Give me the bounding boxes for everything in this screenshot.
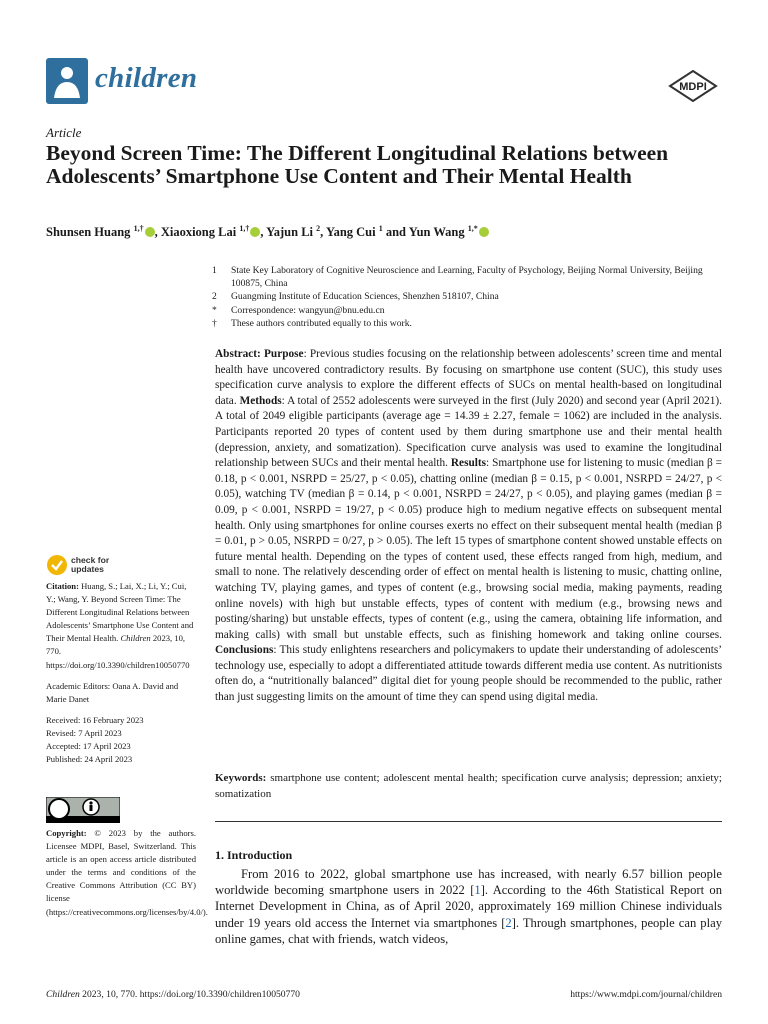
author-name: Yun Wang	[408, 225, 465, 240]
footer-journal: Children	[46, 989, 80, 1000]
purpose-label: Purpose	[264, 348, 304, 360]
orcid-icon[interactable]	[250, 227, 260, 237]
check-for-updates-badge[interactable]	[46, 556, 166, 576]
copyright-notice	[46, 827, 208, 919]
revised-date: Revised: 7 April 2023	[46, 727, 122, 738]
publisher-name: MDPI	[679, 81, 707, 93]
affiliation-item	[212, 304, 722, 317]
affiliation-text: These authors contributed equally to this work.	[231, 317, 412, 329]
orcid-icon[interactable]	[479, 227, 489, 237]
methods-label: Methods	[239, 394, 282, 407]
affiliation-mark: *	[212, 304, 217, 316]
author-affil-mark: 2	[316, 224, 321, 233]
author-name: Yang Cui	[325, 225, 376, 240]
affiliation-mark: †	[212, 317, 217, 329]
correspondence-email[interactable]: Correspondence: wangyun@bnu.edu.cn	[231, 304, 385, 316]
reference-link[interactable]: 1	[474, 883, 481, 898]
copyright-text: © 2023 by the authors. Licensee MDPI, Basel, Switzerland. This article is an open access article distributed under the terms and conditions of the Creative Commons Attribution (CC BY) license (https://creativecommons.org/licenses/by/4.0/).	[46, 828, 208, 917]
accepted-date: Accepted: 17 April 2023	[46, 741, 131, 752]
affiliation-text: Guangming Institute of Education Sciences, Shenzhen 518107, China	[231, 291, 499, 303]
abstract	[215, 347, 722, 706]
cc-by-license-icon[interactable]	[46, 797, 120, 823]
affiliation-text: State Key Laboratory of Cognitive Neuroscience and Learning, Faculty of Psychology, Beijing Normal University, Beijing 100875, China	[231, 265, 703, 290]
academic-editors: Academic Editors: Oana A. David and Marie Danet	[46, 680, 179, 704]
section-divider	[215, 821, 722, 822]
conclusions-text: : This study enlightens researchers and policymakers to update their understanding of adolescents’ technology use, especially to adopt a differentiated attitude towards different media use content. As nutritionists often do, a “nutritionally balanced” digital diet for young people should be recommended to the public, rather than just suggesting limits on the amount of time they can spend using digital media.	[215, 644, 722, 704]
author-name: Yajun Li	[266, 225, 314, 240]
author-name: Shunsen Huang	[46, 225, 131, 240]
author-affil-mark: 1,†	[133, 224, 144, 233]
sidebar-info	[46, 580, 196, 766]
mdpi-logo-icon	[668, 70, 718, 102]
check-updates-icon	[46, 554, 68, 576]
keywords-label: Keywords:	[215, 772, 267, 784]
citation-text: Huang, S.; Lai, X.; Li, Y.; Cui, Y.; Wang, Y. Beyond Screen Time: The Different Longitudinal Relations between Adolescents’ Smartphone Use Content and Their Mental Health.	[46, 581, 194, 644]
affiliation-mark: 2	[212, 291, 217, 303]
intro-text: ]. According to the 46th Statistical Report on Internet Development in China, as of April 2020, approximately 169 million Chinese individuals under 19 years old access the Internet via smartphones [	[215, 883, 723, 930]
abstract-label: Abstract:	[215, 348, 261, 360]
keywords-text: smartphone use content; adolescent mental health; specification curve analysis; depression; anxiety; somatization	[215, 772, 722, 800]
copyright-label: Copyright:	[46, 828, 87, 838]
author-name: Xiaoxiong Lai	[160, 225, 237, 240]
article-type: Article	[46, 125, 82, 140]
citation-doi[interactable]: 2023, 10, 770. https://doi.org/10.3390/children10050770	[46, 633, 190, 670]
conclusions-label: Conclusions	[215, 644, 274, 657]
affiliation-item	[212, 290, 722, 303]
author-affil-mark: 1,†	[239, 224, 250, 233]
results-text: : Smartphone use for listening to music (median β = 0.18, p < 0.001, NSRPD = 25/27, p < 0.05), chatting online (median β = 0.15, p < 0.001, NSRPD = 24/27, p < 0.05), watching TV (median β = 0.14, p < 0.001, NSRPD = 24/27, p < 0.05), and playing games (median β = 0.09, p < 0.001, NSRPD = 19/27, p < 0.05) produce high to medium negative effects on subsequent mental health. Only using smartphones for online courses exerts no effect on their subsequent mental health (median β = 0.01, p > 0.05, NSRPD = 0/27, p > 0.05). The left 15 types of smartphone content showed unstable effects on future mental health. Depending on the types of content used, these effects ranged from high, medium, and small to none. The relatively descending order of effect on mental health is listening to music, chatting online, watching TV, playing games, and types of content (e.g., browsing social media, making payments, reading online novels) with high but unstable effects, types of content with medium (e.g., browsing news and posting/sharing) but unstable effects, types of content (e.g., using the camera, obtaining life information, and making calls) with small but unstable effects, such as finishing homework and taking online courses.	[215, 457, 722, 641]
footer-citation	[46, 989, 300, 1000]
introduction-paragraph	[215, 866, 722, 947]
orcid-icon[interactable]	[145, 227, 155, 237]
keywords	[215, 771, 722, 802]
author-list: Shunsen Huang $^{1,\dagger}$ , Xiaoxiong Lai $^{1,\dagger}$ , Yajun Li $^2$, Yang Cui $^1$ and Yun Wang $^{1,*}$	[46, 224, 489, 240]
author-affil-mark: 1,*	[467, 224, 478, 233]
journal-name: children	[95, 62, 198, 94]
check-updates-label: check for updates	[71, 555, 110, 574]
received-date: Received: 16 February 2023	[46, 714, 144, 725]
citation-block	[46, 580, 196, 672]
footer-journal-url[interactable]: https://www.mdpi.com/journal/children	[570, 989, 722, 1000]
citation-journal: Children	[120, 633, 151, 644]
reference-link[interactable]: 2	[505, 915, 512, 930]
section-heading: 1. Introduction	[215, 848, 293, 862]
author-affil-mark: 1	[378, 224, 383, 233]
journal-logo-icon	[46, 58, 88, 104]
published-date: Published: 24 April 2023	[46, 754, 133, 765]
purpose-text: : Previous studies focusing on the relationship between adolescents’ screen time and mental health have uncovered contradictory results. By focusing on smartphone use content (SUC), this study uses specification curve analysis to explore the different effects of SUCs on mental health-based on longitudinal data.	[215, 348, 722, 407]
results-label: Results	[450, 457, 487, 470]
methods-text: : A total of 2552 adolescents were surveyed in the first (July 2020) and second year (April 2021). A total of 2049 eligible participants (average age = 14.39 ± 2.27, female = 1062) are included in the analysis. Participants reported 20 types of content used by them during smartphone use and their mental health (depression, anxiety, and somatization). Specification curve analysis was used to examine the longitudinal relationship between SUCs and their mental health.	[215, 394, 722, 470]
article-title: Beyond Screen Time: The Different Longitudinal Relations between Adolescents’ Smartphone Use Content and Their Mental Health	[46, 141, 669, 188]
affiliation-item	[212, 264, 722, 290]
affiliation-item	[212, 317, 722, 330]
intro-text: ]. Through smartphones, people can play online games, chat with friends, watch videos,	[215, 915, 722, 946]
affiliation-mark: 1	[212, 265, 217, 276]
affiliations	[212, 264, 722, 330]
citation-label: Citation:	[46, 581, 79, 591]
footer-doi[interactable]: 2023, 10, 770. https://doi.org/10.3390/children10050770	[79, 989, 300, 1000]
intro-text: From 2016 to 2022, global smartphone use has increased, with nearly 6.57 billion people worldwide becoming smartphone users in 2022 [	[215, 867, 722, 898]
